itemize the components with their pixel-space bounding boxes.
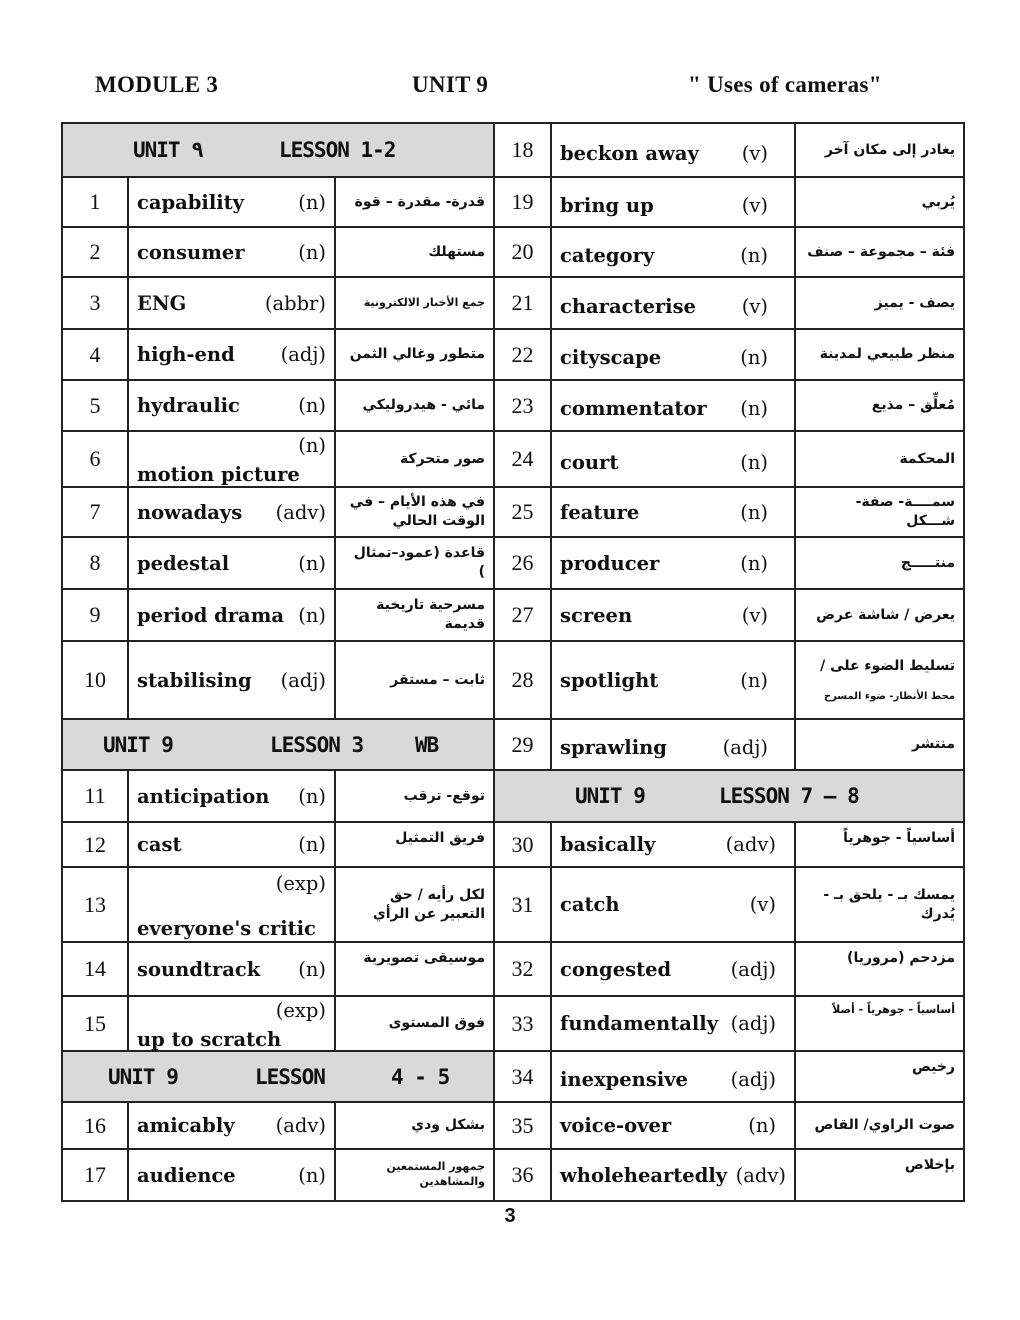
- term: cityscape: [560, 346, 662, 369]
- part-of-speech: (n): [740, 551, 768, 575]
- arabic-meaning: منتـــــج: [795, 537, 964, 589]
- lesson-header-1-2: [62, 123, 494, 177]
- row-number: 22: [494, 329, 551, 380]
- table-row: [494, 1051, 964, 1102]
- row-number: 9: [62, 589, 128, 641]
- part-of-speech: (n): [298, 190, 326, 214]
- part-of-speech: (exp): [275, 871, 326, 895]
- row-number: 4: [62, 329, 128, 380]
- row-number: 8: [62, 537, 128, 589]
- table-row: [494, 227, 964, 277]
- term: ENG: [137, 291, 187, 315]
- row-number: 27: [494, 589, 551, 641]
- table-row: [62, 770, 494, 822]
- lesson-label: LESSON 7 – 8: [719, 784, 859, 808]
- table-row: [62, 487, 494, 537]
- row-number: 14: [62, 942, 128, 996]
- table-row: [494, 431, 964, 487]
- part-of-speech: (n): [740, 500, 768, 524]
- arabic-meaning: فريق التمثيل: [335, 822, 494, 867]
- lesson-unit: UNIT ٩: [133, 138, 204, 162]
- part-of-speech: (n): [740, 397, 768, 420]
- lesson-range: 4 - 5: [391, 1064, 450, 1089]
- table-row: [494, 822, 964, 867]
- term: motion picture: [137, 463, 300, 486]
- arabic-meaning: يُربي: [795, 177, 964, 227]
- arabic-meaning: منظر طبيعي لمدينة: [795, 329, 964, 380]
- row-number: 18: [494, 123, 551, 177]
- table-row: [62, 1102, 494, 1149]
- arabic-meaning-line1: تسليط الضوء على /: [820, 657, 955, 674]
- table-row: [62, 431, 494, 487]
- arabic-meaning: يمسك بـ - يلحق بـ - يُدرك: [795, 867, 964, 942]
- term: commentator: [560, 397, 707, 420]
- table-row: [494, 123, 964, 177]
- term: audience: [137, 1163, 236, 1187]
- part-of-speech: (v): [741, 603, 768, 627]
- term: hydraulic: [137, 394, 240, 417]
- table-row: [494, 996, 964, 1051]
- lesson-header-4-5: [62, 1051, 494, 1102]
- part-of-speech: (adj): [730, 1012, 776, 1035]
- part-of-speech: (adj): [280, 343, 326, 366]
- row-number: 33: [494, 996, 551, 1051]
- arabic-meaning: المحكمة: [795, 431, 964, 487]
- term: capability: [137, 190, 244, 214]
- part-of-speech: (exp): [275, 998, 326, 1022]
- part-of-speech: (adv): [735, 1163, 786, 1187]
- row-number: 10: [62, 641, 128, 719]
- row-number: 6: [62, 431, 128, 487]
- row-number: 32: [494, 942, 551, 996]
- part-of-speech: (n): [740, 450, 768, 474]
- page-number: 3: [504, 1205, 516, 1227]
- lesson-unit: UNIT 9: [108, 1064, 178, 1089]
- table-row: [62, 867, 494, 942]
- arabic-meaning: بشكل ودي: [335, 1102, 494, 1149]
- table-row: [494, 1102, 964, 1149]
- term: nowadays: [137, 500, 243, 524]
- row-number: 3: [62, 277, 128, 329]
- arabic-meaning: بإخلاص: [795, 1149, 964, 1201]
- part-of-speech: (adj): [730, 957, 776, 981]
- term: everyone's critic: [137, 916, 316, 940]
- row-number: 20: [494, 227, 551, 277]
- row-number: 24: [494, 431, 551, 487]
- term: up to scratch: [137, 1027, 282, 1051]
- term: pedestal: [137, 551, 230, 575]
- row-number: 26: [494, 537, 551, 589]
- row-number: 36: [494, 1149, 551, 1201]
- row-number: 5: [62, 380, 128, 431]
- part-of-speech: (n): [298, 1163, 326, 1187]
- arabic-meaning: أساسياً - جوهرياً - أصلاً: [795, 996, 964, 1051]
- part-of-speech: (adj): [280, 668, 326, 692]
- term: category: [560, 243, 655, 267]
- arabic-meaning: موسيقى تصويرية: [335, 942, 494, 996]
- term: high-end: [137, 343, 235, 366]
- table-row: [494, 329, 964, 380]
- table-row: [62, 942, 494, 996]
- workbook-label: WB: [415, 732, 439, 757]
- arabic-meaning: جمهور المستمعين والمشاهدين: [335, 1149, 494, 1201]
- arabic-meaning: في هذه الأيام – في الوقت الحالي: [335, 487, 494, 537]
- term: court: [560, 450, 619, 474]
- part-of-speech: (n): [748, 1114, 776, 1137]
- row-number: 17: [62, 1149, 128, 1201]
- part-of-speech: (n): [298, 957, 326, 981]
- table-row: [62, 177, 494, 227]
- arabic-meaning: [795, 641, 964, 719]
- table-row: [494, 380, 964, 431]
- term: sprawling: [560, 736, 667, 759]
- table-row: [62, 329, 494, 380]
- row-number: 13: [62, 867, 128, 942]
- term: producer: [560, 551, 660, 575]
- term: period drama: [137, 603, 284, 627]
- lesson-header-7-8: [494, 770, 964, 822]
- part-of-speech: (adv): [725, 833, 776, 856]
- term: screen: [560, 603, 633, 627]
- term: stabilising: [137, 668, 252, 692]
- row-number: 7: [62, 487, 128, 537]
- term: wholeheartedly: [560, 1163, 728, 1187]
- lesson-header-3: [62, 719, 494, 770]
- topic-title: " Uses of cameras": [688, 72, 882, 97]
- arabic-meaning: فوق المستوى: [335, 996, 494, 1051]
- term: beckon away: [560, 141, 699, 165]
- arabic-meaning: مزدحم (مروريا): [795, 942, 964, 996]
- arabic-meaning: منتشر: [795, 719, 964, 770]
- term: fundamentally: [560, 1012, 719, 1035]
- arabic-meaning: قدرة- مقدرة – قوة: [335, 177, 494, 227]
- lesson-unit: UNIT 9: [575, 784, 645, 808]
- arabic-meaning: يصف - يميز: [795, 277, 964, 329]
- row-number: 19: [494, 177, 551, 227]
- part-of-speech: (adj): [730, 1068, 776, 1091]
- arabic-meaning: صور متحركة: [335, 431, 494, 487]
- arabic-meaning: مائي - هيدروليكي: [335, 380, 494, 431]
- term: anticipation: [137, 784, 270, 808]
- vocab-table-left: [61, 122, 495, 1202]
- part-of-speech: (n): [298, 551, 326, 575]
- vocab-table-right: [493, 122, 965, 1202]
- table-row: [494, 719, 964, 770]
- arabic-meaning: لكل رأيه / حق التعبير عن الرأي: [335, 867, 494, 942]
- term: bring up: [560, 193, 654, 217]
- table-row: [494, 867, 964, 942]
- part-of-speech: (n): [298, 603, 326, 627]
- part-of-speech: (n): [298, 833, 326, 856]
- table-row: [494, 641, 964, 719]
- table-row: [62, 996, 494, 1051]
- part-of-speech: (n): [298, 434, 326, 457]
- row-number: 1: [62, 177, 128, 227]
- table-row: [494, 537, 964, 589]
- part-of-speech: (v): [741, 141, 768, 165]
- row-number: 28: [494, 641, 551, 719]
- table-row: [62, 641, 494, 719]
- part-of-speech: (n): [740, 668, 768, 692]
- arabic-meaning: ثابت – مستقر: [335, 641, 494, 719]
- table-row: [62, 227, 494, 277]
- table-row: [494, 177, 964, 227]
- arabic-meaning: مُعلِّق – مذيع: [795, 380, 964, 431]
- arabic-meaning-line2: محط الأنظار- ضوء المسرح: [823, 690, 955, 702]
- arabic-meaning: توقع- ترقب: [335, 770, 494, 822]
- row-number: 11: [62, 770, 128, 822]
- arabic-meaning: يعرض / شاشة عرض: [795, 589, 964, 641]
- part-of-speech: (v): [741, 294, 768, 318]
- lesson-label: LESSON: [255, 1064, 325, 1089]
- part-of-speech: (abbr): [264, 291, 326, 315]
- part-of-speech: (n): [298, 394, 326, 417]
- table-row: [494, 277, 964, 329]
- part-of-speech: (n): [298, 784, 326, 808]
- term: amicably: [137, 1114, 235, 1137]
- table-row: [494, 1149, 964, 1201]
- row-number: 30: [494, 822, 551, 867]
- arabic-meaning: متطور وغالي الثمن: [335, 329, 494, 380]
- table-row: [494, 589, 964, 641]
- row-number: 2: [62, 227, 128, 277]
- term: feature: [560, 500, 640, 524]
- term: cast: [137, 833, 182, 856]
- part-of-speech: (n): [740, 243, 768, 267]
- row-number: 15: [62, 996, 128, 1051]
- term: spotlight: [560, 668, 659, 692]
- term: inexpensive: [560, 1068, 688, 1091]
- row-number: 31: [494, 867, 551, 942]
- term: characterise: [560, 294, 696, 318]
- table-row: [62, 822, 494, 867]
- arabic-meaning: قاعدة (عمود–تمثال ): [335, 537, 494, 589]
- arabic-meaning: مسرحية تاريخية قديمة: [335, 589, 494, 641]
- part-of-speech: (v): [741, 193, 768, 217]
- arabic-meaning: سمــــة- صفة- شـــكل: [795, 487, 964, 537]
- arabic-meaning: رخيص: [795, 1051, 964, 1102]
- part-of-speech: (adj): [722, 736, 768, 759]
- part-of-speech: (n): [298, 240, 326, 264]
- table-row: [494, 487, 964, 537]
- term: congested: [560, 957, 672, 981]
- row-number: 23: [494, 380, 551, 431]
- part-of-speech: (adv): [275, 500, 326, 524]
- row-number: 34: [494, 1051, 551, 1102]
- part-of-speech: (v): [749, 893, 776, 916]
- table-row: [62, 1149, 494, 1201]
- lesson-label: LESSON 1-2: [279, 138, 396, 162]
- table-row: [62, 537, 494, 589]
- arabic-meaning: جمع الأخبار الالكترونية: [335, 277, 494, 329]
- unit-title: UNIT 9: [412, 72, 489, 97]
- row-number: 12: [62, 822, 128, 867]
- arabic-meaning: يغادر إلى مكان آخر: [795, 123, 964, 177]
- row-number: 29: [494, 719, 551, 770]
- row-number: 25: [494, 487, 551, 537]
- lesson-unit: UNIT 9: [103, 732, 173, 757]
- table-row: [62, 589, 494, 641]
- row-number: 35: [494, 1102, 551, 1149]
- term: soundtrack: [137, 957, 261, 981]
- term: voice-over: [560, 1114, 672, 1137]
- part-of-speech: (adv): [275, 1114, 326, 1137]
- table-row: [62, 380, 494, 431]
- arabic-meaning: صوت الراوي/ القاص: [795, 1102, 964, 1149]
- term: consumer: [137, 240, 245, 264]
- row-number: 21: [494, 277, 551, 329]
- part-of-speech: (n): [740, 346, 768, 369]
- term: basically: [560, 833, 656, 856]
- row-number: 16: [62, 1102, 128, 1149]
- table-row: [494, 942, 964, 996]
- arabic-meaning: أساسياً - جوهرياً: [795, 822, 964, 867]
- module-title: MODULE 3: [95, 72, 219, 97]
- arabic-meaning: فئة – مجموعة – صنف: [795, 227, 964, 277]
- lesson-label: LESSON 3: [270, 732, 364, 757]
- table-row: [62, 277, 494, 329]
- arabic-meaning: مستهلك: [335, 227, 494, 277]
- term: catch: [560, 893, 620, 916]
